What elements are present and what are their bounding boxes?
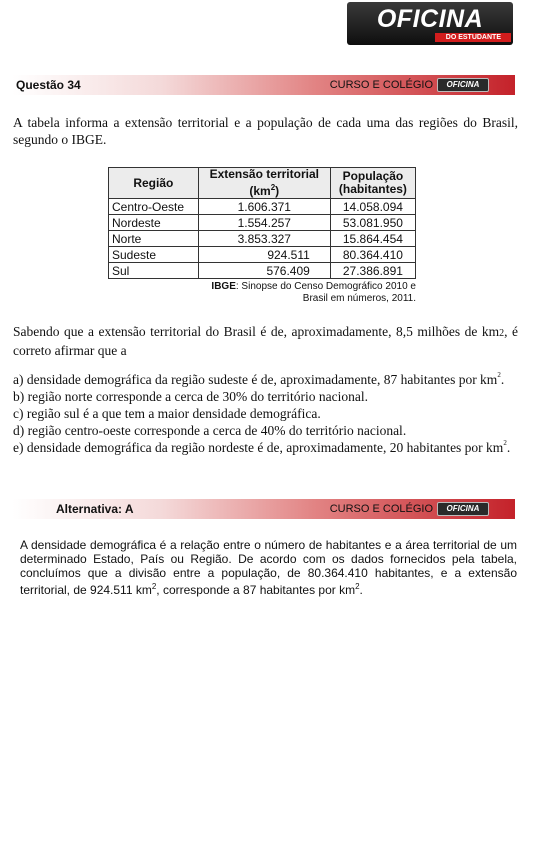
- oficina-logo: [347, 2, 513, 45]
- option-a: a) densidade demográfica da região sudeste é de, aproximadamente, 87 habitantes por $km^2$.: [13, 371, 505, 387]
- option-d: d) região centro-oeste corresponde a cerca de 40% do território nacional.: [13, 423, 407, 438]
- cell-area: 576.409: [198, 263, 330, 279]
- header-region: Região: [109, 168, 199, 199]
- cell-population: 53.081.950: [330, 215, 415, 231]
- option-b: b) região norte corresponde a cerca de 30% do território nacional.: [13, 389, 368, 404]
- table-source: IBGE: Sinopse do Censo Demográfico 2010 e Brasil em números, 2011.: [211, 281, 416, 304]
- course-label: CURSO E COLÉGIO: [329, 503, 433, 515]
- cell-region: Centro-Oeste: [109, 199, 199, 215]
- option-c: c) região sul é a que tem a maior densidade demográfica.: [13, 406, 321, 421]
- cell-area: 1.606.371: [198, 199, 330, 215]
- course-label: CURSO E COLÉGIO: [329, 79, 433, 91]
- cell-population: 15.864.454: [330, 231, 415, 247]
- cell-region: Nordeste: [109, 215, 199, 231]
- table-row: [109, 247, 416, 263]
- header-area: Extensão territorial $(km^2)$: [198, 168, 330, 199]
- cell-area: 924.511: [198, 247, 330, 263]
- question-intro: A tabela informa a extensão territorial e a população de cada uma das regiões do Brasil, segundo o IBGE.: [13, 115, 518, 147]
- cell-population: 80.364.410: [330, 247, 415, 263]
- question-header-bar: [12, 75, 515, 95]
- mini-logo: OFICINA: [437, 78, 489, 92]
- table-row: [109, 215, 416, 231]
- answer-header-bar: [12, 499, 515, 519]
- cell-area: 1.554.257: [198, 215, 330, 231]
- table-row: [109, 199, 416, 215]
- cell-region: Sudeste: [109, 247, 199, 263]
- table-header-row: [109, 168, 416, 199]
- option-e: e) densidade demográfica da região nordeste é de, aproximadamente, 20 habitantes por $km^2$.: [13, 439, 511, 455]
- options-list: [13, 371, 518, 456]
- question-statement: Sabendo que a extensão territorial do Brasil é de, aproximadamente, 8,5 milhões de km2, é correto afirmar que a: [13, 324, 518, 358]
- answer-explanation: A densidade demográfica é a relação entre o número de habitantes e a área territorial de um determinado Estado, País ou Região. De acordo com os dados fornecidos pela tabela, concluímos que a divisão entre a população, de 80.364.410 habitantes, e a extensão territorial, de 924.511 $km^2$, corresponde a 87 habitantes por $km^2$.: [20, 538, 517, 597]
- cell-population: 27.386.891: [330, 263, 415, 279]
- answer-label: Alternativa: A: [56, 502, 134, 516]
- logo-subtitle: DO ESTUDANTE: [445, 34, 501, 41]
- table-row: [109, 231, 416, 247]
- mini-logo: OFICINA: [437, 502, 489, 516]
- logo-main-text: OFICINA: [376, 5, 484, 33]
- table-row: [109, 263, 416, 279]
- question-number: Questão 34: [16, 78, 81, 92]
- cell-area: 3.853.327: [198, 231, 330, 247]
- header-population: População (habitantes): [330, 168, 415, 199]
- cell-region: Sul: [109, 263, 199, 279]
- cell-population: 14.058.094: [330, 199, 415, 215]
- cell-region: Norte: [109, 231, 199, 247]
- region-table: [108, 167, 416, 279]
